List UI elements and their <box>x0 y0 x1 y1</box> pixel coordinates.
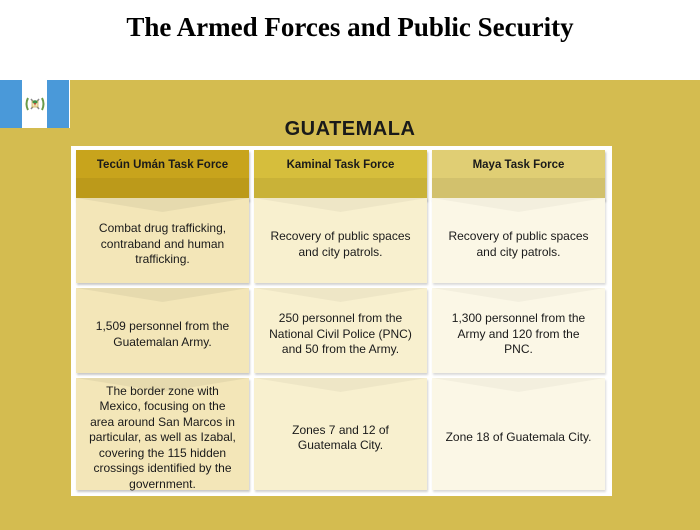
task-force-table <box>71 146 612 496</box>
cell-maya-area: Zone 18 of Guatemala City. <box>432 378 605 490</box>
header-tecun-uman <box>76 150 249 200</box>
cell-maya-mission: Recovery of public spaces and city patrols. <box>432 198 605 283</box>
header-label: Maya Task Force <box>472 159 565 171</box>
cell-maya-personnel: 1,300 personnel from the Army and 120 from the PNC. <box>432 288 605 373</box>
coat-of-arms-icon <box>23 92 47 116</box>
cell-tecun-area: The border zone with Mexico, focusing on the area around San Marcos in particular, as well as Izabal, covering the 115 hidden crossings identified by the government. <box>76 378 249 490</box>
header-maya <box>432 150 605 200</box>
cell-kaminal-mission: Recovery of public spaces and city patrols. <box>254 198 427 283</box>
page-title: The Armed Forces and Public Security <box>126 12 574 42</box>
header-label: Kaminal Task Force <box>286 159 395 171</box>
header-label: Tecún Umán Task Force <box>96 159 229 171</box>
cell-tecun-mission: Combat drug trafficking, contraband and human trafficking. <box>76 198 249 283</box>
cell-tecun-personnel: 1,509 personnel from the Guatemalan Army. <box>76 288 249 373</box>
header-kaminal <box>254 150 427 200</box>
country-heading: GUATEMALA <box>284 118 416 140</box>
cell-kaminal-area: Zones 7 and 12 of Guatemala City. <box>254 378 427 490</box>
cell-kaminal-personnel: 250 personnel from the National Civil Police (PNC) and 50 from the Army. <box>254 288 427 373</box>
